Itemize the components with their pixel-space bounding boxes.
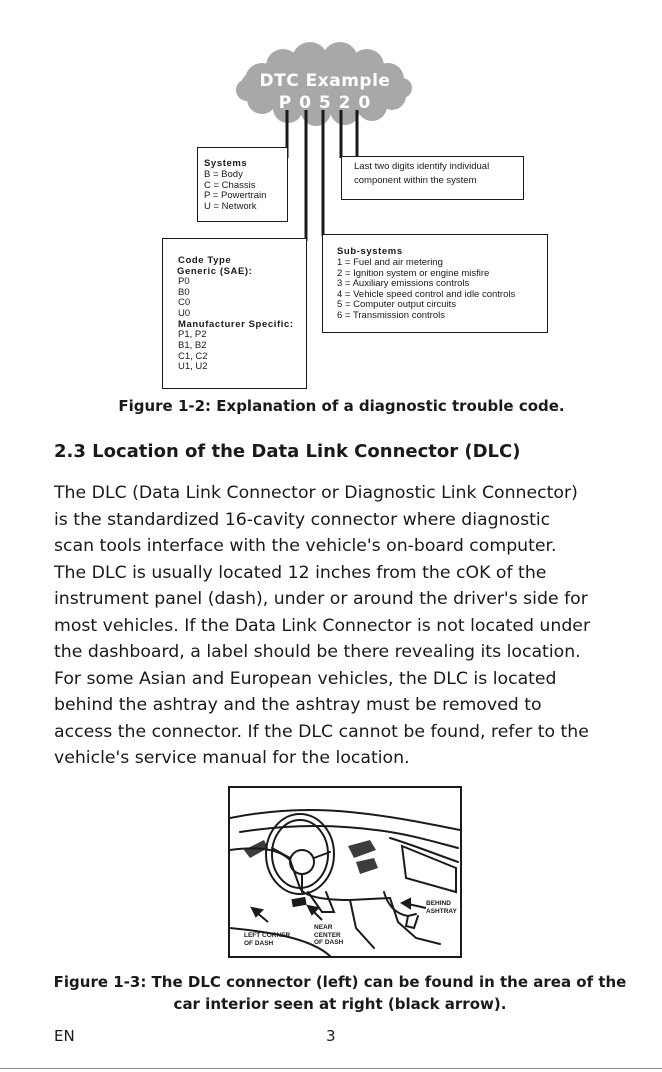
systems-item: C = Chassis — [204, 179, 256, 191]
manufacturer-item: B1, B2 — [178, 339, 207, 351]
body-line: behind the ashtray and the ashtray must be removed to — [54, 695, 542, 715]
figure-1-2-caption: Figure 1-2: Explanation of a diagnostic trouble code. — [118, 397, 565, 415]
body-line: The DLC (Data Link Connector or Diagnostic Link Connector) — [54, 483, 578, 503]
generic-item: U0 — [178, 307, 191, 319]
generic-item: B0 — [178, 286, 190, 298]
section-heading: 2.3 Location of the Data Link Connector (DLC) — [54, 441, 521, 462]
subsystems-item: 2 = Ignition system or engine misfire — [337, 267, 490, 279]
manufacturer-heading: Manufacturer Specific: — [178, 319, 294, 331]
body-paragraph — [54, 480, 614, 772]
label-near-center: NEAR CENTER OF DASH — [314, 924, 344, 946]
last-two-digits-line: component within the system — [354, 175, 477, 186]
code-type-box — [162, 238, 307, 389]
last-two-digits-box — [341, 156, 524, 200]
body-line: most vehicles. If the Data Link Connector is not located under — [54, 615, 591, 636]
body-line: vehicle's service manual for the location. — [54, 748, 410, 768]
dtc-diagram — [0, 0, 662, 400]
generic-heading: Generic (SAE): — [177, 266, 253, 277]
body-line: For some Asian and European vehicles, the DLC is located — [54, 668, 557, 689]
subsystems-item: 4 = Vehicle speed control and idle controls — [337, 288, 516, 300]
footer-language: EN — [54, 1027, 75, 1045]
subsystems-box — [322, 234, 548, 333]
footer-page-number: 3 — [326, 1027, 336, 1045]
label-left-corner: LEFT CORNER OF DASH — [244, 932, 291, 947]
figure-1-3-caption-line2: car interior seen at right (black arrow). — [173, 995, 507, 1013]
subsystems-heading: Sub-systems — [337, 246, 403, 257]
generic-item: C0 — [178, 297, 191, 309]
figure-1-3-caption-line1: Figure 1-3: The DLC connector (left) can be found in the area of the — [53, 973, 627, 991]
manufacturer-item: C1, C2 — [178, 350, 208, 362]
body-line: is the standardized 16-cavity connector where diagnostic — [54, 509, 551, 530]
subsystems-item: 3 = Auxiliary emissions controls — [337, 278, 470, 290]
dlc-location-figure — [228, 786, 462, 958]
dtc-diagram-lines — [0, 0, 662, 400]
body-line: the dashboard, a label should be there revealing its location. — [54, 642, 581, 662]
footer-rule — [0, 1068, 662, 1069]
generic-item: P0 — [178, 276, 190, 287]
systems-item: P = Powertrain — [204, 190, 267, 202]
last-two-digits-line: Last two digits identify individual — [354, 161, 490, 172]
systems-heading: Systems — [204, 158, 248, 169]
body-line: scan tools interface with the vehicle's on-board computer. — [54, 536, 557, 556]
manufacturer-item: P1, P2 — [178, 329, 207, 341]
body-line: instrument panel (dash), under or around the driver's side for — [54, 589, 588, 609]
cloud-code: P 0 5 2 0 — [278, 93, 372, 113]
subsystems-item: 1 = Fuel and air metering — [337, 257, 443, 268]
label-behind-ashtray: BEHIND ASHTRAY — [426, 900, 457, 915]
manufacturer-item: U1, U2 — [178, 361, 208, 373]
body-line: access the connector. If the DLC cannot be found, refer to the — [54, 721, 589, 742]
car-interior-illustration — [230, 788, 460, 956]
subsystems-item: 6 = Transmission controls — [337, 309, 445, 321]
systems-item: U = Network — [204, 200, 257, 212]
cloud-title: DTC Example — [259, 71, 391, 91]
code-type-heading: Code Type — [178, 255, 232, 266]
systems-box — [197, 147, 288, 222]
body-line: The DLC is usually located 12 inches from the cOK of the — [54, 562, 547, 583]
systems-item: B = Body — [204, 169, 243, 180]
subsystems-item: 5 = Computer output circuits — [337, 299, 457, 311]
